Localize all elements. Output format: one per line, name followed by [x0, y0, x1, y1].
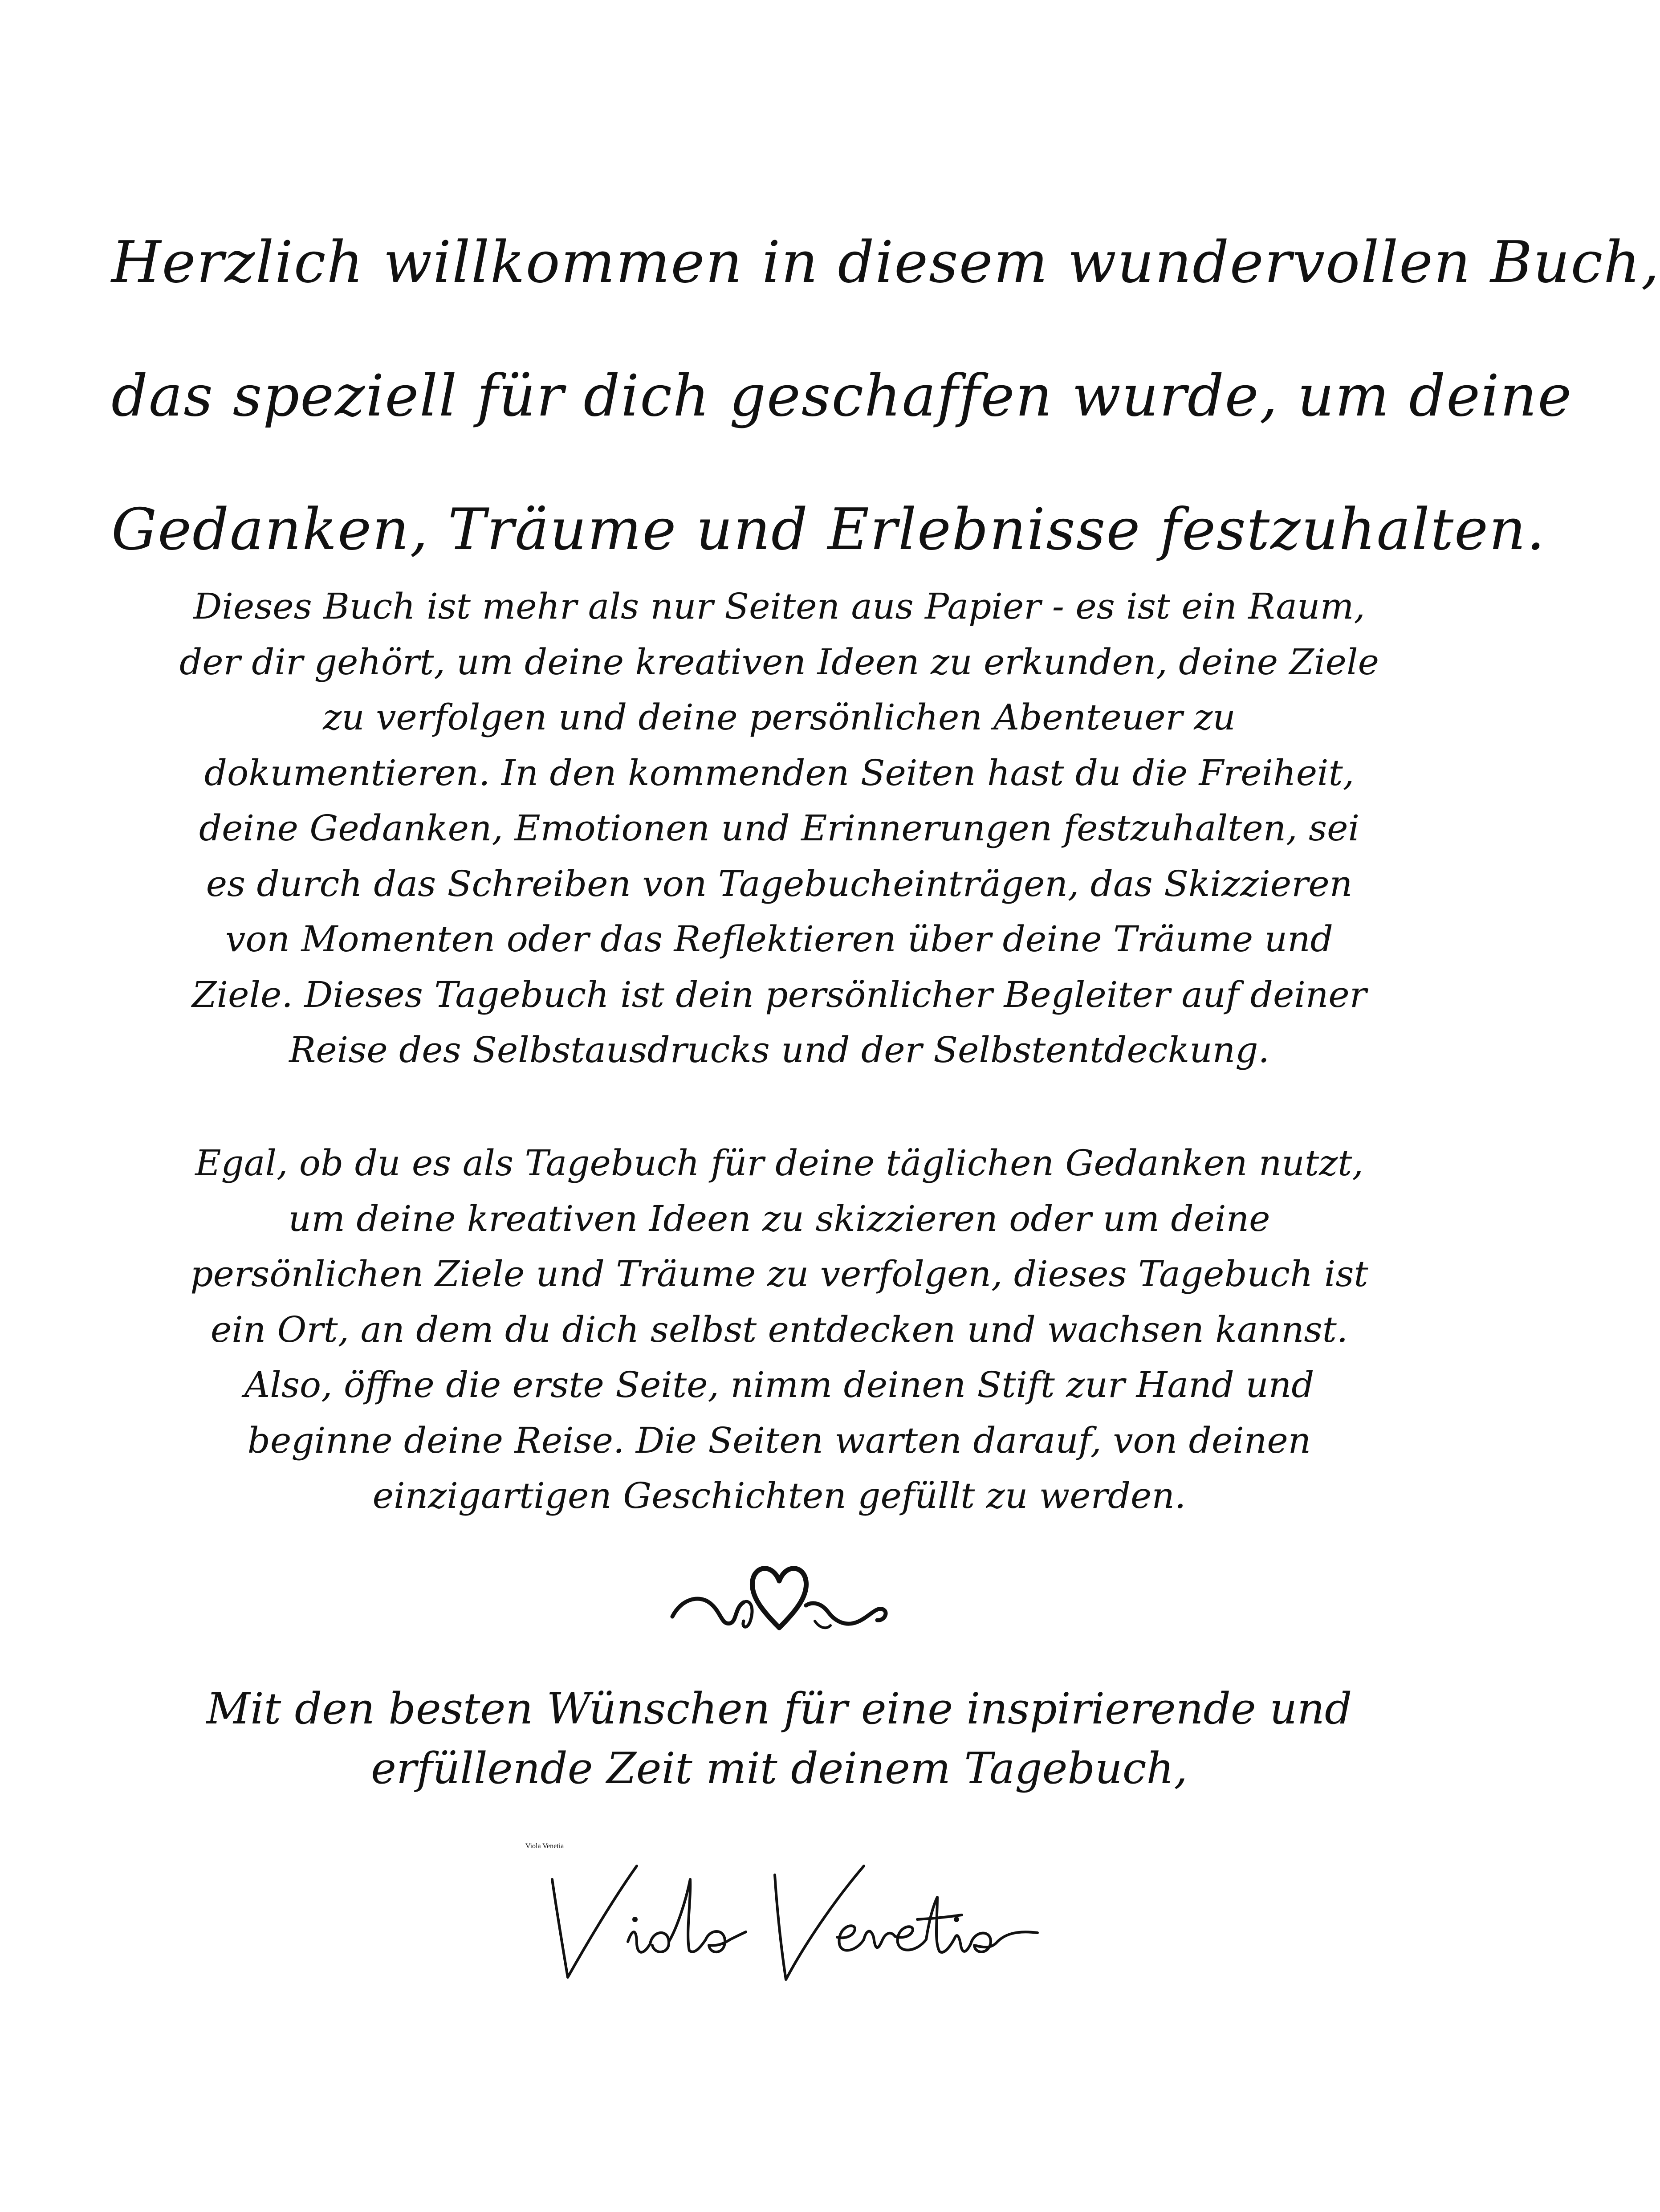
closing-line: erfüllende Zeit mit deinem Tagebuch,	[371, 1744, 1188, 1793]
paragraph-line: Reise des Selbstausdrucks und der Selbstentdeckung.	[289, 1029, 1269, 1071]
intro-paragraph	[111, 579, 1447, 1078]
paragraph-line: um deine kreativen Ideen zu skizzieren oder um deine	[288, 1198, 1270, 1239]
paragraph-line: beginne deine Reise. Die Seiten warten darauf, von deinen	[247, 1419, 1311, 1461]
heading-line: Herzlich willkommen in diesem wundervollen Buch,	[111, 229, 1660, 296]
paragraph-line: dokumentieren. In den kommenden Seiten hast du die Freiheit,	[204, 752, 1355, 794]
heading-line: Gedanken, Träume und Erlebnisse festzuhalten.	[111, 497, 1546, 563]
paragraph-line: zu verfolgen und deine persönlichen Abenteuer zu	[323, 697, 1236, 738]
closing-wishes	[111, 1679, 1447, 1798]
heading-line: das speziell für dich geschaffen wurde, um deine	[111, 363, 1573, 429]
usage-paragraph	[111, 1136, 1447, 1524]
paragraph-line: Egal, ob du es als Tagebuch für deine täglichen Gedanken nutzt,	[195, 1142, 1363, 1184]
signature-name: Viola Venetia	[525, 1842, 564, 1850]
paragraph-line: von Momenten oder das Reflektieren über deine Träume und	[225, 918, 1333, 960]
welcome-heading	[111, 196, 1660, 597]
heart-flourish-icon	[668, 1550, 891, 1639]
paragraph-line: ein Ort, an dem du dich selbst entdecken und wachsen kannst.	[210, 1308, 1348, 1350]
signature-icon	[525, 1842, 1060, 1991]
closing-line: Mit den besten Wünschen für eine inspirierende und	[206, 1684, 1352, 1734]
paragraph-line: Ziele. Dieses Tagebuch ist dein persönlicher Begleiter auf deiner	[191, 974, 1367, 1015]
paragraph-line: der dir gehört, um deine kreativen Ideen zu erkunden, deine Ziele	[179, 641, 1379, 683]
paragraph-line: deine Gedanken, Emotionen und Erinnerungen festzuhalten, sei	[199, 807, 1360, 849]
paragraph-line: Dieses Buch ist mehr als nur Seiten aus Papier - es ist ein Raum,	[193, 586, 1365, 627]
paragraph-line: persönlichen Ziele und Träume zu verfolgen, dieses Tagebuch ist	[190, 1253, 1368, 1295]
paragraph-line: Also, öffne die erste Seite, nimm deinen Stift zur Hand und	[244, 1364, 1314, 1405]
paragraph-line: es durch das Schreiben von Tagebucheinträgen, das Skizzieren	[206, 863, 1353, 904]
paragraph-line: einzigartigen Geschichten gefüllt zu werden.	[372, 1475, 1186, 1516]
